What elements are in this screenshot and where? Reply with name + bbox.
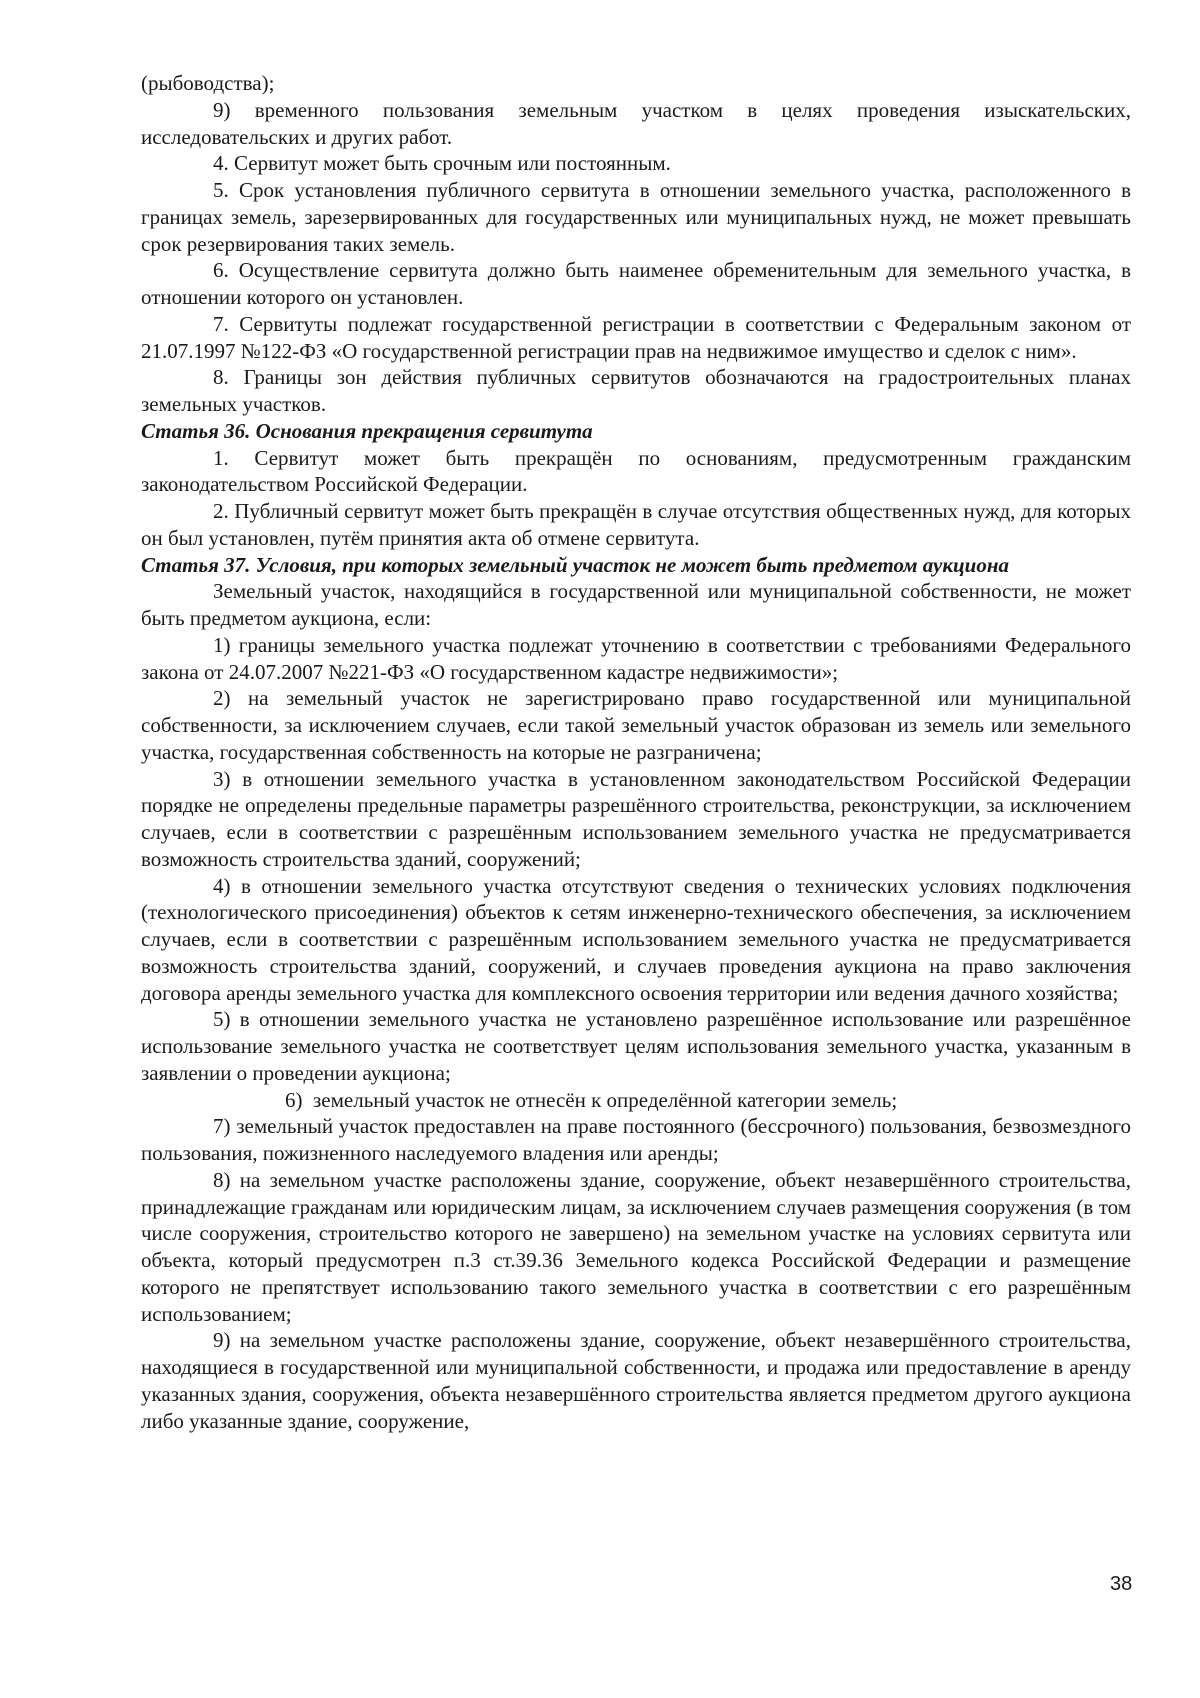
document-body: [141, 70, 1131, 1434]
article-37-item-1: 1) границы земельного участка подлежат уточнению в соответствии с требованиями Федерального закона от 24.07.2007 №221-ФЗ «О государственном кадастре недвижимости»;: [141, 632, 1131, 684]
clause-5: 5. Срок установления публичного сервитута в отношении земельного участка, расположенного в границах земель, зарезервированных для государственных или муниципальных нужд, не может превышать срок резервирования таких земель.: [141, 178, 1131, 256]
page-number: 38: [1110, 1573, 1133, 1595]
clause-4: 4. Сервитут может быть срочным или постоянным.: [213, 151, 671, 176]
article-36-clause-1: 1. Сервитут может быть прекращён по основаниям, предусмотренным гражданским законодательством Российской Федерации.: [141, 445, 1131, 497]
article-37-item-9: 9) на земельном участке расположены здание, сооружение, объект незавершённого строительства, находящиеся в государственной или муниципальной собственности, и продажа или предоставление в аренду указанных здания, сооружения, объекта незавершённого строительства является предметом другого аукциона либо указанные здание, сооружение,: [141, 1328, 1131, 1433]
article-37-item-2: 2) на земельный участок не зарегистрировано право государственной или муниципальной собственности, за исключением случаев, если такой земельный участок образован из земель или земельного участка, государственная собственность на которые не разграничена;: [141, 686, 1131, 764]
article-37-item-8: 8) на земельном участке расположены здание, сооружение, объект незавершённого строительства, принадлежащие гражданам или юридическим лицам, за исключением случаев размещения сооружения (в том числе сооружения, строительство которого не завершено) на земельном участке на условиях сервитута или объекта, который предусмотрен п.3 ст.39.36 Земельного кодекса Российской Федерации и размещение которого не препятствует использованию такого земельного участка в соответствии с его разрешённым использованием;: [141, 1167, 1131, 1326]
article-37-item-5: 5) в отношении земельного участка не установлено разрешённое использование или разрешённое использование земельного участка не соответствует целям использования земельного участка, указанным в заявлении о проведении аукциона;: [141, 1007, 1131, 1085]
clause-8: 8. Границы зон действия публичных сервитутов обозначаются на градостроительных планах земельных участков.: [141, 365, 1131, 416]
article-37-item-6: [141, 1087, 1131, 1114]
article-37-item-7: 7) земельный участок предоставлен на праве постоянного (бессрочного) пользования, безвозмездного пользования, пожизненного наследуемого владения или аренды;: [141, 1114, 1131, 1165]
article-36-clause-2: 2. Публичный сервитут может быть прекращён в случае отсутствия общественных нужд, для которых он был установлен, путём принятия акта об отмене сервитута.: [141, 499, 1131, 550]
article-37-intro: Земельный участок, находящийся в государственной или муниципальной собственности, не может быть предметом аукциона, если:: [141, 579, 1131, 630]
clause-6: 6. Осуществление сервитута должно быть наименее обременительным для земельного участка, в отношении которого он установлен.: [141, 258, 1131, 309]
item-6-number: 6): [285, 1087, 303, 1112]
article-37-heading: Статья 37. Условия, при которых земельный участок не может быть предметом аукциона: [141, 552, 1009, 577]
paragraph-continuation: (рыбоводства);: [141, 71, 275, 95]
article-36-heading: Статья 36. Основания прекращения сервитута: [141, 418, 593, 443]
list-item-9: 9) временного пользования земельным участком в целях проведения изыскательских, исследовательских и других работ.: [141, 97, 1131, 149]
article-37-item-3: 3) в отношении земельного участка в установленном законодательством Российской Федерации порядке не определены предельные параметры разрешённого строительства, реконструкции, за исключением случаев, если в соответствии с разрешённым использованием земельного участка не предусматривается возможность строительства зданий, сооружений;: [141, 766, 1131, 871]
item-6-text: земельный участок не отнесён к определённой категории земель;: [313, 1087, 898, 1112]
clause-7: 7. Сервитуты подлежат государственной регистрации в соответствии с Федеральным законом от 21.07.1997 №122-ФЗ «О государственной регистрации прав на недвижимое имущество и сделок с ним».: [141, 311, 1131, 363]
article-37-item-4: 4) в отношении земельного участка отсутствуют сведения о технических условиях подключения (технологического присоединения) объектов к сетям инженерно-технического обеспечения, за исключением случаев, если в соответствии с разрешённым использованием земельного участка не предусматривается возможность строительства зданий, сооружений, и случаев проведения аукциона на право заключения договора аренды земельного участка для комплексного освоения территории или ведения дачного хозяйства;: [141, 873, 1131, 1005]
